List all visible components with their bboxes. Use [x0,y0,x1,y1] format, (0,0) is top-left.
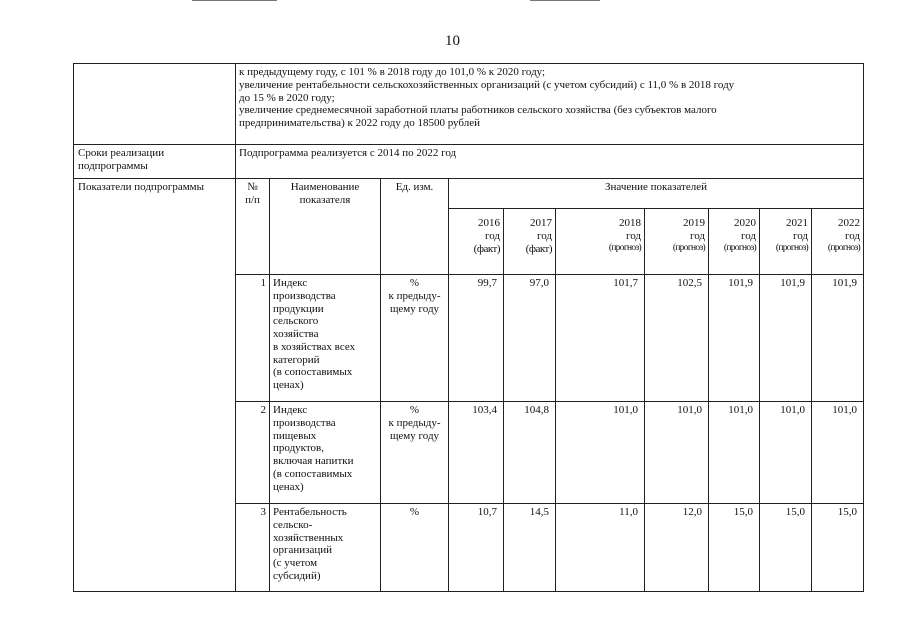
year-header: 2022 год (прогноз) [812,209,864,275]
indicator-value: 101,0 [556,402,645,504]
scan-top-line-right [530,0,600,1]
indicator-value: 101,0 [760,402,812,504]
year-header: 2021 год (прогноз) [760,209,812,275]
indicator-value: 99,7 [449,275,504,402]
intro-line: увеличение рентабельности сельскохозяйственных организаций (с учетом субсидий) с 11,0 % в 2018 году [239,78,735,91]
scan-top-line-left [192,0,277,1]
intro-text [236,64,864,145]
intro-row [74,64,864,145]
indicator-value: 15,0 [760,504,812,592]
indicator-value: 103,4 [449,402,504,504]
page-number: 10 [445,33,460,49]
indicator-value: 102,5 [645,275,709,402]
indicator-value: 11,0 [556,504,645,592]
year-header: 2020 год (прогноз) [709,209,760,275]
indicator-value: 104,8 [504,402,556,504]
period-row [74,145,864,179]
intro-line: до 15 % в 2020 году; [239,91,335,104]
intro-line: к предыдущему году, с 101 % в 2018 году до 101,0 % к 2020 году; [239,66,546,78]
intro-line: предпринимательства) к 2022 году до 18500 рублей [239,117,480,129]
indicator-value: 101,0 [812,402,864,504]
year-header: 2017 год (факт) [504,209,556,275]
indicators-header-row [74,179,864,209]
indicator-value: 97,0 [504,275,556,402]
indicator-value: 101,0 [645,402,709,504]
intro-left-cell [74,64,236,145]
intro-line: увеличение среднемесячной заработной платы работников сельского хозяйства (без субъектов малого [239,104,717,117]
period-text: Подпрограмма реализуется с 2014 по 2022 год [236,145,864,179]
indicator-value: 15,0 [709,504,760,592]
indicator-value: 101,9 [709,275,760,402]
year-header: 2016 год (факт) [449,209,504,275]
year-header: 2018 год (прогноз) [556,209,645,275]
header-num: № п/п [236,179,270,275]
header-name: Наименование показателя [270,179,381,275]
row-number: 2 [236,402,270,504]
indicator-name: Рентабельность сельско- хозяйственных организаций (с учетом субсидий) [270,504,381,592]
period-label: Сроки реализации подпрограммы [74,145,236,179]
indicator-name: Индекс производства пищевых продуктов, включая напитки (в сопоставимых ценах) [270,402,381,504]
indicator-value: 101,9 [812,275,864,402]
indicator-value: 101,0 [709,402,760,504]
indicator-value: 101,7 [556,275,645,402]
indicator-unit: % [381,504,449,592]
indicator-value: 10,7 [449,504,504,592]
year-header: 2019 год (прогноз) [645,209,709,275]
row-number: 1 [236,275,270,402]
indicator-name: Индекс производства продукции сельского хозяйства в хозяйствах всех категорий (в сопоставимых ценах) [270,275,381,402]
indicators-label: Показатели подпрограммы [74,179,236,592]
header-values-title: Значение показателей [449,179,864,209]
indicator-unit: % к предыду- щему году [381,402,449,504]
indicator-value: 14,5 [504,504,556,592]
row-number: 3 [236,504,270,592]
indicator-value: 12,0 [645,504,709,592]
passport-table [73,63,864,592]
indicator-value: 101,9 [760,275,812,402]
header-unit: Ед. изм. [381,179,449,275]
indicator-unit: % к предыду- щему году [381,275,449,402]
indicator-value: 15,0 [812,504,864,592]
